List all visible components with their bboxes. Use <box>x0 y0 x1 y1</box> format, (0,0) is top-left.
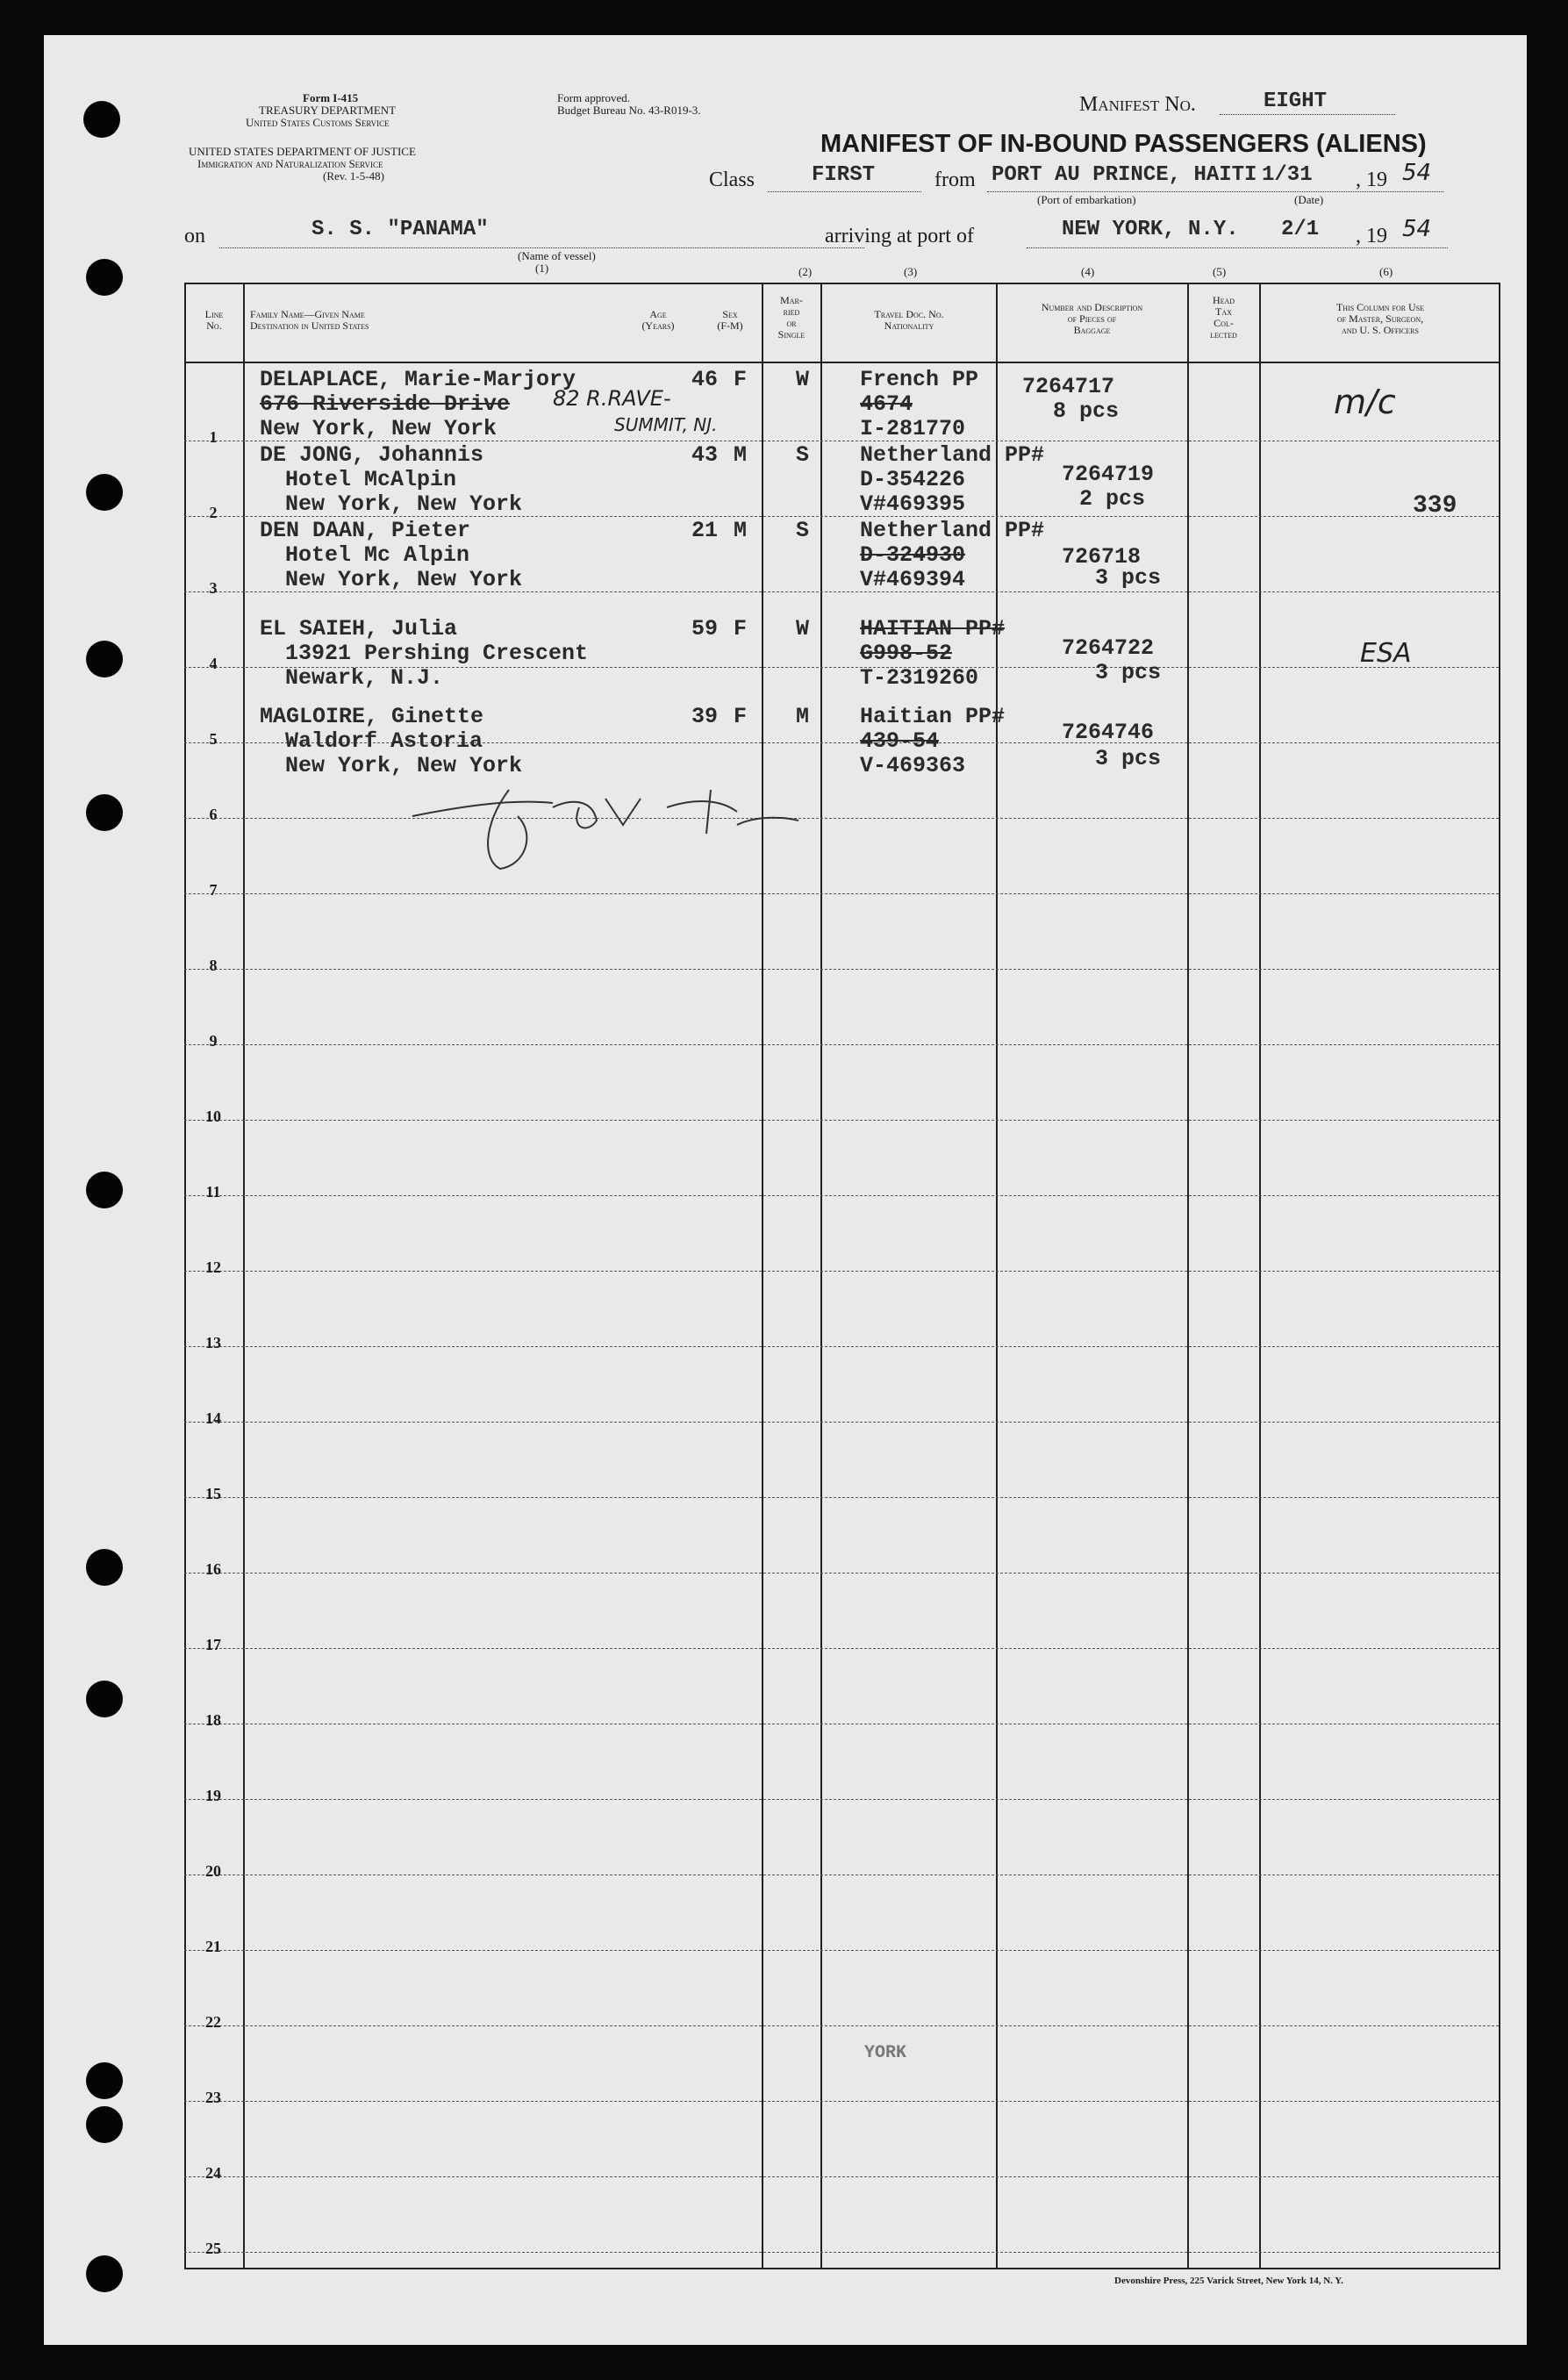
row-rule <box>184 969 1499 970</box>
passenger-sex: F <box>734 616 748 642</box>
passenger-name: DE JONG, Johannis <box>260 442 484 468</box>
justice-dept: UNITED STATES DEPARTMENT OF JUSTICE <box>189 145 416 158</box>
line-number: 4 <box>209 655 218 672</box>
line-number: 25 <box>205 2240 221 2257</box>
customs-service: United States Customs Service <box>246 116 390 129</box>
line-number: 24 <box>205 2164 221 2182</box>
col-num-4: (4) <box>1081 265 1095 278</box>
embarkation-date: 1/31 <box>1262 163 1313 187</box>
officer-note: ESA <box>1360 638 1412 669</box>
line-number: 15 <box>205 1485 221 1502</box>
passenger-age: 21 <box>691 518 719 543</box>
address-correction-city: SUMMIT, NJ. <box>614 414 718 435</box>
baggage-number: 7264717 <box>1022 374 1115 399</box>
manifest-no-label: Manifest No. <box>1079 93 1196 116</box>
col-divider-headtax <box>1259 283 1261 2269</box>
row-rule <box>184 1120 1499 1121</box>
punch-hole <box>86 259 123 296</box>
form-revision: (Rev. 1-5-48) <box>323 169 384 183</box>
col-divider-name <box>762 283 763 2269</box>
printer-credit: Devonshire Press, 225 Varick Street, New York 14, N. Y. <box>1114 2276 1343 2286</box>
passenger-sex: F <box>734 704 748 729</box>
passenger-city: New York, New York <box>285 753 523 778</box>
passenger-sex: F <box>734 367 748 392</box>
punch-hole <box>86 2106 123 2143</box>
treasury-dept: TREASURY DEPARTMENT <box>259 104 397 117</box>
travel-doc-type: Netherland PP# <box>860 518 1045 543</box>
line-number: 18 <box>205 1711 221 1729</box>
arriving-label: arriving at port of <box>825 225 974 247</box>
form-id: Form I-415 <box>303 91 359 104</box>
passenger-marital: W <box>796 367 810 392</box>
travel-doc-visa: I-281770 <box>860 416 966 441</box>
travel-doc-number: 439-54 <box>860 728 940 754</box>
travel-doc-number: 4674 <box>860 391 913 417</box>
col-num-6: (6) <box>1379 265 1393 278</box>
officer-note: 339 <box>1413 492 1457 520</box>
manifest-sheet <box>44 35 1527 2345</box>
header-name: Family Name—Given Name Destination in United States <box>250 308 369 332</box>
manifest-no: EIGHT <box>1264 90 1328 113</box>
ins-service: Immigration and Naturalization Service <box>197 157 383 170</box>
row-rule <box>184 893 1499 894</box>
header-travel-doc: Travel Doc. No. Nationality <box>874 308 944 332</box>
arriving-port: NEW YORK, N.Y. <box>1062 218 1239 241</box>
row-rule <box>184 2101 1499 2102</box>
arriving-year-prefix: , 19 <box>1356 225 1387 247</box>
row-rule <box>184 818 1499 819</box>
row-rule <box>184 1195 1499 1196</box>
line-number: 7 <box>209 881 218 899</box>
col-divider-baggage <box>1187 283 1189 2269</box>
budget-bureau: Budget Bureau No. 43-R019-3. <box>557 104 701 117</box>
passenger-age: 39 <box>691 704 719 729</box>
passenger-name: EL SAIEH, Julia <box>260 616 458 642</box>
passenger-address: 676 Riverside Drive <box>260 391 511 417</box>
passenger-age: 46 <box>691 367 719 392</box>
baggage-number: 7264719 <box>1062 462 1155 487</box>
travel-doc-visa: V#469394 <box>860 567 966 592</box>
punch-hole <box>86 2062 123 2099</box>
manifest-no-line <box>1220 114 1395 115</box>
from-year-prefix: , 19 <box>1356 168 1387 191</box>
passenger-marital: S <box>796 442 810 468</box>
passenger-city: New York, New York <box>285 491 523 517</box>
line-number: 13 <box>205 1334 221 1351</box>
date-caption: (Date) <box>1294 193 1324 206</box>
passenger-name: DELAPLACE, Marie-Marjory <box>260 367 576 392</box>
travel-doc-type: Haitian PP# <box>860 704 1006 729</box>
passenger-city: Newark, N.J. <box>285 665 444 691</box>
line-number: 23 <box>205 2089 221 2106</box>
travel-doc-visa: T-2319260 <box>860 665 979 691</box>
baggage-number: 7264746 <box>1062 720 1155 745</box>
line-number: 10 <box>205 1108 221 1125</box>
arriving-year: 54 <box>1402 216 1432 242</box>
stamp-text: YORK <box>864 2043 907 2063</box>
travel-doc-visa: V#469395 <box>860 491 966 517</box>
passenger-address: 13921 Pershing Crescent <box>285 641 589 666</box>
baggage-pieces: 3 pcs <box>1095 746 1162 771</box>
line-number: 9 <box>209 1032 218 1050</box>
line-number: 17 <box>205 1636 221 1653</box>
travel-doc-type: French PP <box>860 367 979 392</box>
class-label: Class <box>709 168 755 191</box>
col-divider-travel <box>996 283 998 2269</box>
address-correction: 82 R.RAVE- <box>553 386 671 411</box>
row-rule <box>184 2252 1499 2253</box>
line-number: 21 <box>205 1938 221 1955</box>
passenger-marital: W <box>796 616 810 642</box>
line-number: 19 <box>205 1787 221 1804</box>
col-divider-marital <box>820 283 822 2269</box>
header-age: Age (Years) <box>641 308 675 332</box>
row-rule <box>184 1422 1499 1423</box>
col-num-2: (2) <box>798 265 813 278</box>
vessel-name: S. S. "PANAMA" <box>311 218 489 241</box>
row-rule <box>184 2025 1499 2026</box>
col-num-1: (1) <box>535 262 549 275</box>
row-rule <box>184 1573 1499 1574</box>
header-officers: This Column for Use of Master, Surgeon, and U. S. Officers <box>1335 301 1425 336</box>
passenger-marital: S <box>796 518 810 543</box>
row-rule <box>184 1271 1499 1272</box>
passenger-age: 59 <box>691 616 719 642</box>
baggage-number: 726718 <box>1062 544 1142 570</box>
travel-doc-type: Netherland PP# <box>860 442 1045 468</box>
header-baggage: Number and Description of Pieces of Baggage <box>1041 301 1143 336</box>
row-rule <box>184 1950 1499 1951</box>
baggage-pieces: 2 pcs <box>1079 486 1146 512</box>
line-number: 5 <box>209 730 218 748</box>
class-value: FIRST <box>812 163 876 187</box>
officer-note: m/c <box>1334 383 1396 421</box>
col-divider-line <box>243 283 245 2269</box>
line-number: 11 <box>205 1183 221 1201</box>
col-num-5: (5) <box>1213 265 1227 278</box>
passenger-marital: M <box>796 704 810 729</box>
vessel-caption: (Name of vessel) <box>518 249 596 262</box>
travel-doc-number: G998-52 <box>860 641 953 666</box>
row-rule <box>184 1346 1499 1347</box>
line-number: 22 <box>205 2013 221 2031</box>
punch-hole <box>86 794 123 831</box>
punch-hole <box>86 641 123 677</box>
port-of-embarkation: PORT AU PRINCE, HAITI <box>992 163 1257 187</box>
manifest-title: MANIFEST OF IN-BOUND PASSENGERS (ALIENS) <box>820 130 1427 158</box>
punch-hole <box>86 2255 123 2292</box>
passenger-sex: M <box>734 518 748 543</box>
header-married: Mar- ried or Single <box>777 294 805 341</box>
line-number: 1 <box>209 428 218 446</box>
row-rule <box>184 1799 1499 1800</box>
form-approved: Form approved. <box>557 91 631 104</box>
line-number: 16 <box>205 1560 221 1578</box>
line-number: 8 <box>209 957 218 974</box>
port-caption: (Port of embarkation) <box>1037 193 1136 206</box>
passenger-address: Hotel McAlpin <box>285 467 457 492</box>
travel-doc-visa: V-469363 <box>860 753 966 778</box>
punch-hole <box>86 474 123 511</box>
passenger-city: New York, New York <box>260 416 498 441</box>
passenger-sex: M <box>734 442 748 468</box>
line-number: 6 <box>209 806 218 823</box>
header-head-tax: Head Tax Col- lected <box>1210 294 1237 341</box>
passenger-name: DEN DAAN, Pieter <box>260 518 471 543</box>
passenger-address: Waldorf Astoria <box>285 728 483 754</box>
class-line <box>768 191 921 192</box>
header-line-no: Line No. <box>204 308 224 332</box>
from-year: 54 <box>1402 160 1432 186</box>
row-rule <box>184 1648 1499 1649</box>
header-separator <box>184 362 1500 363</box>
row-rule <box>184 1497 1499 1498</box>
punch-hole <box>86 1681 123 1717</box>
line-number: 20 <box>205 1862 221 1880</box>
travel-doc-type: HAITIAN PP# <box>860 616 1006 642</box>
baggage-pieces: 3 pcs <box>1095 660 1162 685</box>
punch-hole <box>86 1172 123 1208</box>
punch-hole <box>83 101 120 138</box>
travel-doc-number: D-354226 <box>860 467 966 492</box>
baggage-pieces: 8 pcs <box>1053 398 1120 424</box>
vessel-line <box>219 247 864 248</box>
line-number: 12 <box>205 1258 221 1276</box>
line-number: 2 <box>209 504 218 521</box>
arriving-date: 2/1 <box>1281 218 1320 241</box>
punch-hole <box>86 1549 123 1586</box>
passenger-age: 43 <box>691 442 719 468</box>
passenger-name: MAGLOIRE, Ginette <box>260 704 484 729</box>
row-rule <box>184 1044 1499 1045</box>
from-label: from <box>934 168 976 191</box>
header-sex: Sex (F-M) <box>717 308 743 332</box>
line-number: 14 <box>205 1409 221 1427</box>
baggage-number: 7264722 <box>1062 635 1155 661</box>
handwritten-signature <box>404 772 807 878</box>
passenger-city: New York, New York <box>285 567 523 592</box>
baggage-pieces: 3 pcs <box>1095 565 1162 591</box>
travel-doc-number: D-324930 <box>860 542 966 568</box>
line-number: 3 <box>209 579 218 597</box>
passenger-address: Hotel Mc Alpin <box>285 542 470 568</box>
on-label: on <box>184 225 205 247</box>
col-num-3: (3) <box>904 265 918 278</box>
row-rule <box>184 2176 1499 2177</box>
